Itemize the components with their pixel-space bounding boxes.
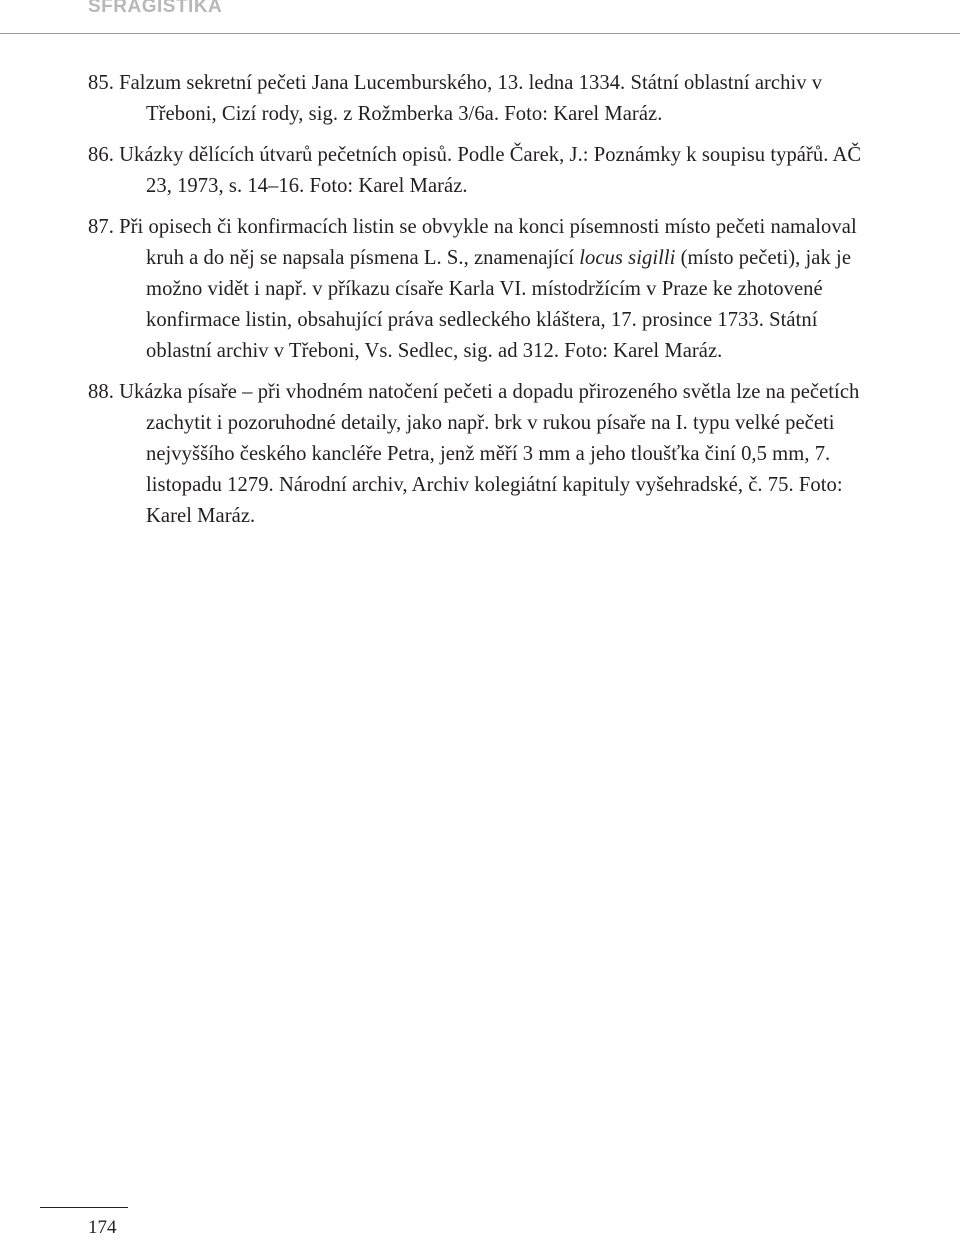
running-header: SFRAGISTIKA: [88, 0, 223, 17]
caption-text: Ukázka písaře – při vhodném natočení pečeti a dopadu přirozeného světla lze na pečetích zachytit i pozoruhodné detaily, jako např. brk v rukou písaře na I. typu velké pečeti nejvyššího českého kancléře Petra, jenž měří 3 mm a jeho tloušťka činí 0,5 mm, 7. listopadu 1279. Národní archiv, Archiv kolegiátní kapituly vyšehradské, č. 75. Foto: Karel Maráz.: [119, 381, 860, 527]
caption-number: 85.: [88, 72, 114, 94]
caption-number: 86.: [88, 144, 114, 166]
caption-85: [88, 68, 878, 130]
header-rule: [0, 33, 960, 34]
caption-88: [88, 377, 878, 532]
caption-list: [88, 68, 878, 542]
caption-86: [88, 140, 878, 202]
footer-rule: [40, 1207, 128, 1208]
caption-87: [88, 212, 878, 367]
caption-number: 88.: [88, 381, 114, 403]
caption-italic-term: locus sigilli: [579, 247, 676, 269]
caption-text: Falzum sekretní pečeti Jana Lucemburského, 13. ledna 1334. Státní oblastní archiv v Třeboni, Cizí rody, sig. z Rožmberka 3/6a. Foto: Karel Maráz.: [119, 72, 823, 125]
caption-text-continued: (místo pečeti), jak je možno vidět i např. v příkazu císaře Karla VI. místodržícím v Praze ke zhotovené konfirmace listin, obsahující práva sedleckého kláštera, 17. prosince 1733. Státní oblastní archiv v Třeboni, Vs. Sedlec, sig. ad 312. Foto: Karel Maráz.: [146, 247, 852, 362]
caption-text: Ukázky dělících útvarů pečetních opisů. Podle Čarek, J.: Poznámky k soupisu typářů. AČ 23, 1973, s. 14–16. Foto: Karel Maráz.: [119, 144, 862, 197]
caption-text: Při opisech či konfirmacích listin se obvykle na konci písemnosti místo pečeti namaloval kruh a do něj se napsala písmena L. S., znamenající: [119, 216, 857, 269]
page-number: 174: [88, 1217, 117, 1238]
caption-number: 87.: [88, 216, 114, 238]
